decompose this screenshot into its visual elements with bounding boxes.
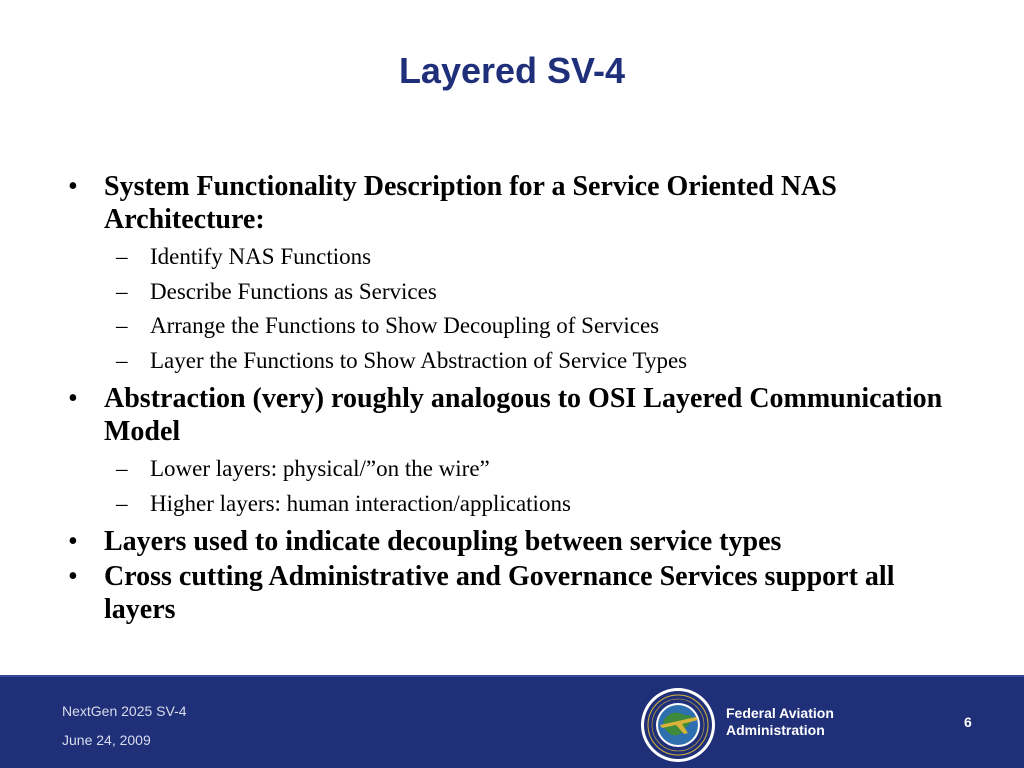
sub-bullet-dash: – [116, 313, 128, 338]
bullet-item [68, 560, 968, 626]
sub-bullet-text: Higher layers: human interaction/applications [150, 490, 571, 516]
footer-presentation-title: NextGen 2025 SV-4 [62, 703, 187, 719]
bullet-text: Abstraction (very) roughly analogous to OSI Layered Communication Model [104, 383, 943, 447]
page-number: 6 [964, 714, 972, 730]
bullet-dot: • [68, 561, 78, 592]
faa-seal-icon [640, 687, 716, 763]
sub-bullet-dash: – [116, 490, 128, 516]
sub-bullet-item [68, 452, 968, 487]
sub-bullet-text: Arrange the Functions to Show Decoupling of Services [150, 313, 660, 338]
sub-bullet-dash: – [116, 347, 128, 373]
footer-bar [0, 675, 1024, 768]
bullet-text: Cross cutting Administrative and Governance Services support all layers [104, 561, 895, 625]
agency-name-line1: Federal Aviation [726, 705, 834, 721]
bullet-item [68, 170, 968, 236]
agency-name [726, 705, 834, 739]
bullet-dot: • [68, 383, 78, 414]
bullet-text: Layers used to indicate decoupling between service types [104, 526, 782, 557]
sub-bullet-item [68, 275, 968, 310]
sub-bullet-dash: – [116, 278, 128, 304]
bullet-dot: • [68, 526, 78, 557]
sub-bullet-list [68, 240, 968, 378]
sub-bullet-list [68, 452, 968, 521]
footer-date: June 24, 2009 [62, 732, 151, 748]
sub-bullet-item [68, 240, 968, 275]
sub-bullet-text: Layer the Functions to Show Abstraction of Service Types [150, 347, 688, 373]
sub-bullet-item [68, 344, 968, 379]
sub-bullet-text: Identify NAS Functions [150, 244, 372, 269]
bullet-item [68, 525, 968, 558]
sub-bullet-item [68, 487, 968, 522]
bullet-dot: • [68, 171, 78, 202]
sub-bullet-item [68, 309, 968, 344]
sub-bullet-dash: – [116, 456, 128, 481]
bullet-text: System Functionality Description for a Service Oriented NAS Architecture: [104, 171, 837, 235]
sub-bullet-dash: – [116, 244, 128, 269]
sub-bullet-text: Lower layers: physical/”on the wire” [150, 456, 490, 481]
agency-name-line2: Administration [726, 722, 825, 738]
bullet-list [68, 170, 968, 626]
sub-bullet-text: Describe Functions as Services [150, 278, 437, 304]
slide-title: Layered SV-4 [398, 50, 626, 91]
bullet-item [68, 382, 968, 448]
